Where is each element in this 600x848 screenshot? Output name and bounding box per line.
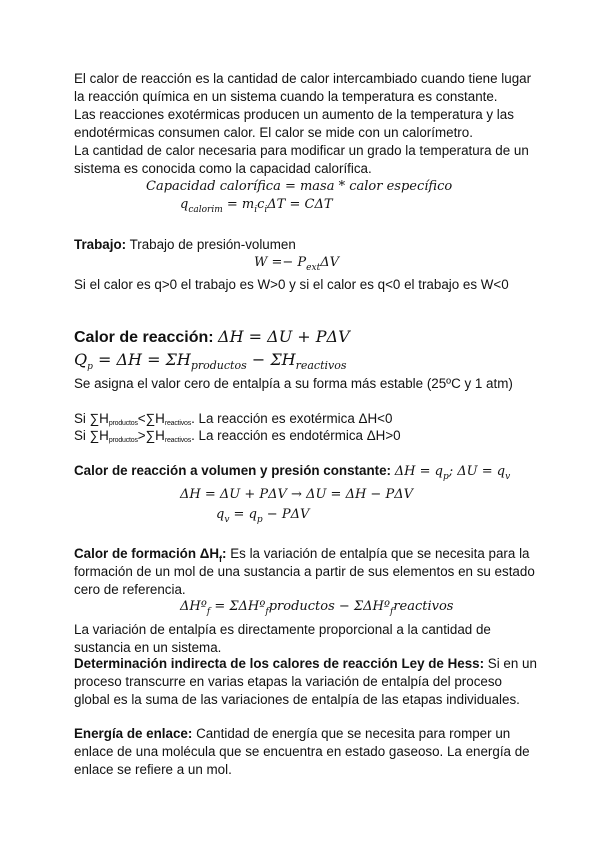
intro-line-6: sistema es conocida como la capacidad calorífica. [74, 161, 372, 176]
formacion-line-2: formación de un mol de una sustancia a partir de sus elementos en su estado [74, 564, 535, 579]
enlace-line-2: enlace de una molécula que se encuentra en estado gaseoso. La energía de [74, 744, 530, 759]
equation-q-calorim: $q_{calorim} = m_ic_i\Delta T = C\Delta T$ [180, 197, 333, 215]
intro-line-1: El calor de reacción es la cantidad de calor intercambiado cuando tiene lugar [74, 71, 532, 86]
formacion-label: Calor de formación $\Delta H_f$: [74, 546, 227, 564]
intro-line-4: endotérmicas consumen calor. El calor se mide con un calorímetro. [74, 125, 473, 140]
formacion-after-2: sustancia en un sistema. [74, 640, 222, 655]
enlace-line-1: Energía de enlace: Cantidad de energía que se necesita para romper un [74, 726, 511, 741]
hess-line-1: Determinación indirecta de los calores de reacción Ley de Hess: Si en un [74, 656, 537, 671]
intro-line-2: la reacción química en un sistema cuando la temperatura es constante. [74, 89, 498, 104]
trabajo-label: Trabajo: [74, 237, 127, 252]
endotermica-line: Si ∑Hproductos>∑Hreactivos. La reacción es endotérmica ΔH>0 [74, 428, 401, 444]
trabajo-sign-text: Si el calor es q>0 el trabajo es W>0 y si el calor es q<0 el trabajo es W<0 [74, 277, 509, 292]
formacion-line-3: cero de referencia. [74, 582, 186, 597]
enlace-line-3: enlace se refiere a un mol. [74, 762, 232, 777]
hess-label: Determinación indirecta de los calores de reacción Ley de Hess: [74, 656, 485, 671]
intro-line-3: Las reacciones exotérmicas producen un aumento de la temperatura y las [74, 107, 514, 122]
equation-work: $W =- P_{ext}\Delta V$ [254, 255, 339, 273]
calor-reaccion-label: Calor de reacción: [74, 329, 219, 346]
vol-pres-label: Calor de reacción a volumen y presión constante: [74, 463, 395, 478]
intro-line-5: La cantidad de calor necesaria para modificar un grado la temperatura de un [74, 143, 529, 158]
enlace-label: Energía de enlace: [74, 726, 193, 741]
exotermica-line: Si ∑Hproductos<∑Hreactivos. La reacción es exotérmica ΔH<0 [74, 411, 393, 427]
trabajo-line: Trabajo: Trabajo de presión-volumen [74, 237, 296, 252]
formacion-line-1: Calor de formación $\Delta H_f$: Es la variación de entalpía que se necesita para la [74, 546, 530, 564]
equation-dh-du: ΔH = ΔU + PΔV → ΔU = ΔH − PΔV [180, 487, 413, 502]
equation-formacion: ΔHº$_f$ = ΣΔHº$_f$productos − ΣΔHº$_f$reactivos [180, 599, 454, 617]
entalpia-zero-text: Se asigna el valor cero de entalpía a su forma más estable (25ºC y 1 atm) [74, 376, 513, 391]
equation-qp: $Q_p = \Delta H = \Sigma H_{productos} - \Sigma H_{reactivos}$ [74, 350, 347, 372]
equation-qv-qp: $q_v = q_p - P\Delta V$ [216, 507, 310, 525]
hess-line-3: global es la suma de las variaciones de entalpía de las etapas individuales. [74, 692, 520, 707]
formacion-after-1: La variación de entalpía es directamente proporcional a la cantidad de [74, 622, 491, 637]
equation-capacity: Capacidad calorífica = masa * calor específico [146, 179, 453, 194]
hess-line-2: proceso transcurre en varias etapas la variación de entalpía del proceso [74, 674, 503, 689]
calor-reaccion-line: Calor de reacción: ΔH = ΔU + PΔV [74, 327, 350, 346]
vol-pres-line: Calor de reacción a volumen y presión constante: $\Delta H = q_p$; $\Delta U = q_v$ [74, 463, 511, 482]
